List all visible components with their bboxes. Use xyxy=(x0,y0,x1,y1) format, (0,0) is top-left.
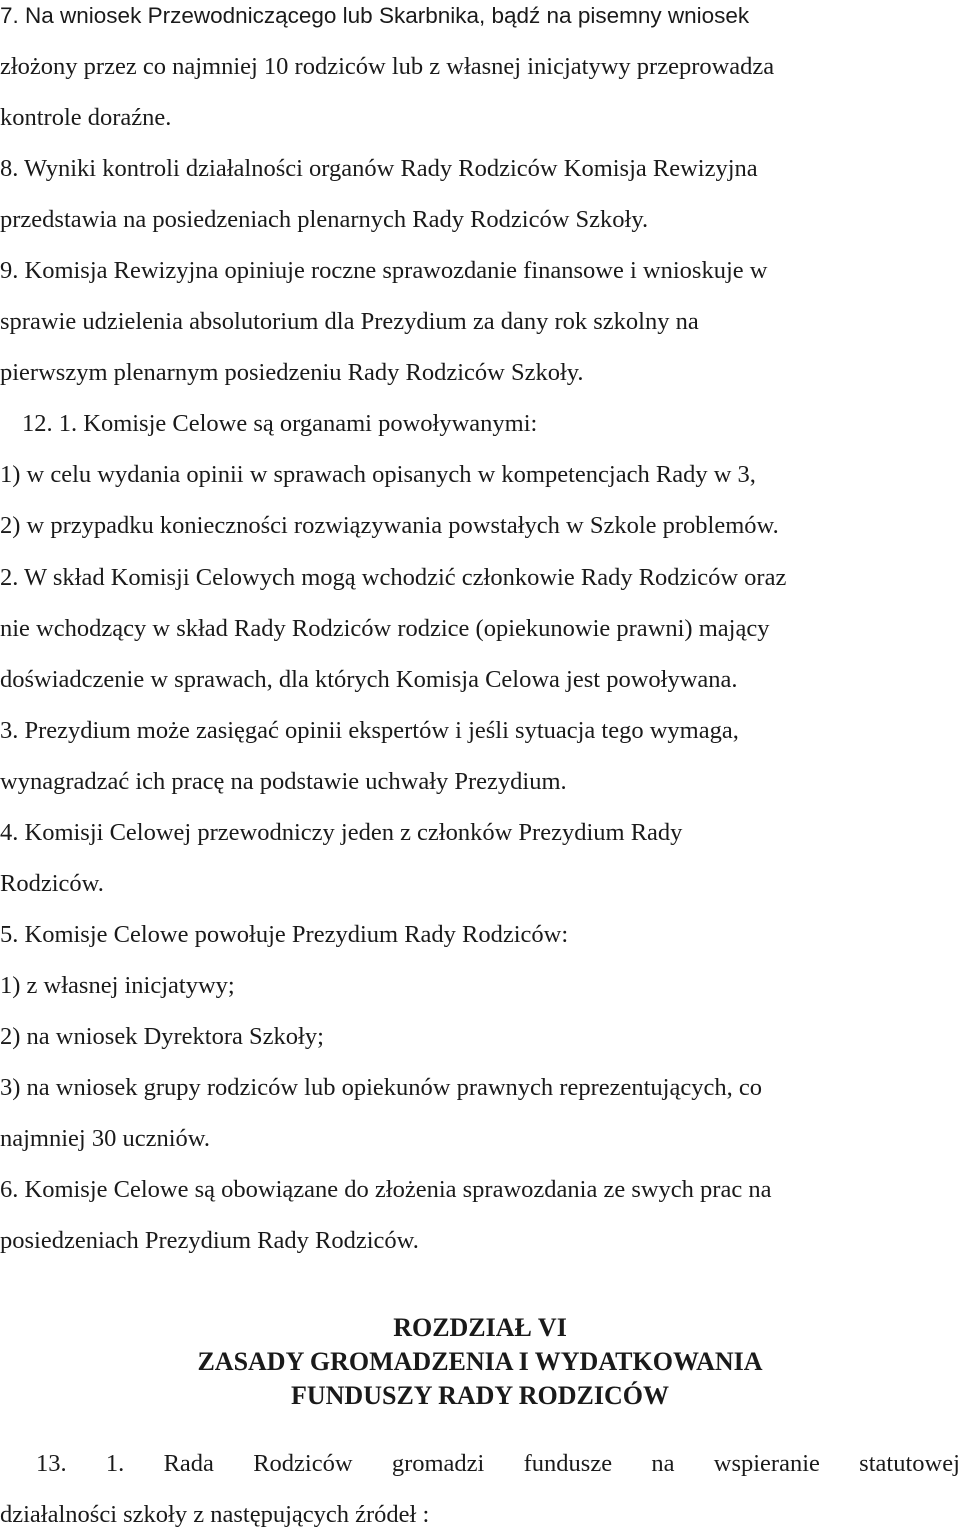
text-line: kontrole doraźne. xyxy=(0,104,172,131)
text-line: 3. Prezydium może zasięgać opinii ekspertów i jeśli sytuacja tego wymaga, xyxy=(0,717,739,744)
section-13-number-group xyxy=(0,1449,67,1479)
text-line: 8. Wyniki kontroli działalności organów Rady Rodziców Komisja Rewizyjna xyxy=(0,155,758,182)
text-line: wynagradzać ich pracę na podstawie uchwały Prezydium. xyxy=(0,768,567,795)
text-line: 7. Na wniosek Przewodniczącego lub Skarbnika, bądź na pisemny wniosek xyxy=(0,3,750,28)
justified-word: Rodziców xyxy=(253,1450,353,1477)
text-line: 9. Komisja Rewizyjna opiniuje roczne sprawozdanie finansowe i wnioskuje w xyxy=(0,257,768,284)
text-line: sprawie udzielenia absolutorium dla Prezydium za dany rok szkolny na xyxy=(0,308,699,335)
text-line: 4. Komisji Celowej przewodniczy jeden z członków Prezydium Rady xyxy=(0,819,683,846)
chapter-subtitle: ZASADY GROMADZENIA I WYDATKOWANIA xyxy=(197,1347,763,1376)
justified-word: 13. xyxy=(36,1450,67,1477)
text-line: posiedzeniach Prezydium Rady Rodziców. xyxy=(0,1227,419,1254)
text-line: najmniej 30 uczniów. xyxy=(0,1125,211,1152)
text-line: 1) w celu wydania opinii w sprawach opisanych w kompetencjach Rady w 3, xyxy=(0,461,756,488)
text-line: 1) z własnej inicjatywy; xyxy=(0,972,235,999)
text-line: Rodziców. xyxy=(0,870,104,897)
section-13-line xyxy=(0,1449,960,1479)
text-line: 2) w przypadku konieczności rozwiązywania powstałych w Szkole problemów. xyxy=(0,512,779,539)
justified-word: statutowej xyxy=(859,1450,960,1477)
text-line: 6. Komisje Celowe są obowiązane do złożenia sprawozdania ze swych prac na xyxy=(0,1176,772,1203)
text-line: nie wchodzący w skład Rady Rodziców rodzice (opiekunowie prawni) mający xyxy=(0,615,770,642)
text-line: 2. W skład Komisji Celowych mogą wchodzić członkowie Rady Rodziców oraz xyxy=(0,564,787,591)
text-line: pierwszym plenarnym posiedzeniu Rady Rodziców Szkoły. xyxy=(0,359,584,386)
justified-word: Rada xyxy=(163,1450,214,1477)
text-line: działalności szkoły z następujących źródeł : xyxy=(0,1501,430,1528)
chapter-title: ROZDZIAŁ VI xyxy=(393,1313,567,1342)
justified-word: na xyxy=(651,1450,675,1477)
justified-word: fundusze xyxy=(523,1450,613,1477)
text-line: złożony przez co najmniej 10 rodziców lub z własnej inicjatywy przeprowadza xyxy=(0,53,775,80)
justified-word: 1. xyxy=(105,1450,125,1477)
chapter-subtitle: FUNDUSZY RADY RODZICÓW xyxy=(291,1381,669,1410)
justified-word: wspieranie xyxy=(713,1450,820,1477)
text-line: 2) na wniosek Dyrektora Szkoły; xyxy=(0,1023,324,1050)
text-line: przedstawia na posiedzeniach plenarnych Rady Rodziców Szkoły. xyxy=(0,206,649,233)
text-line: 3) na wniosek grupy rodziców lub opiekunów prawnych reprezentujących, co xyxy=(0,1074,762,1101)
justified-word: gromadzi xyxy=(391,1450,485,1477)
section-12-line xyxy=(0,409,537,439)
text-line: 5. Komisje Celowe powołuje Prezydium Rady Rodziców: xyxy=(0,921,569,948)
text-line: 12. 1. Komisje Celowe są organami powoływanymi: xyxy=(22,410,538,437)
section-sign xyxy=(0,1449,22,1479)
text-line: doświadczenie w sprawach, dla których Komisja Celowa jest powoływana. xyxy=(0,666,738,693)
